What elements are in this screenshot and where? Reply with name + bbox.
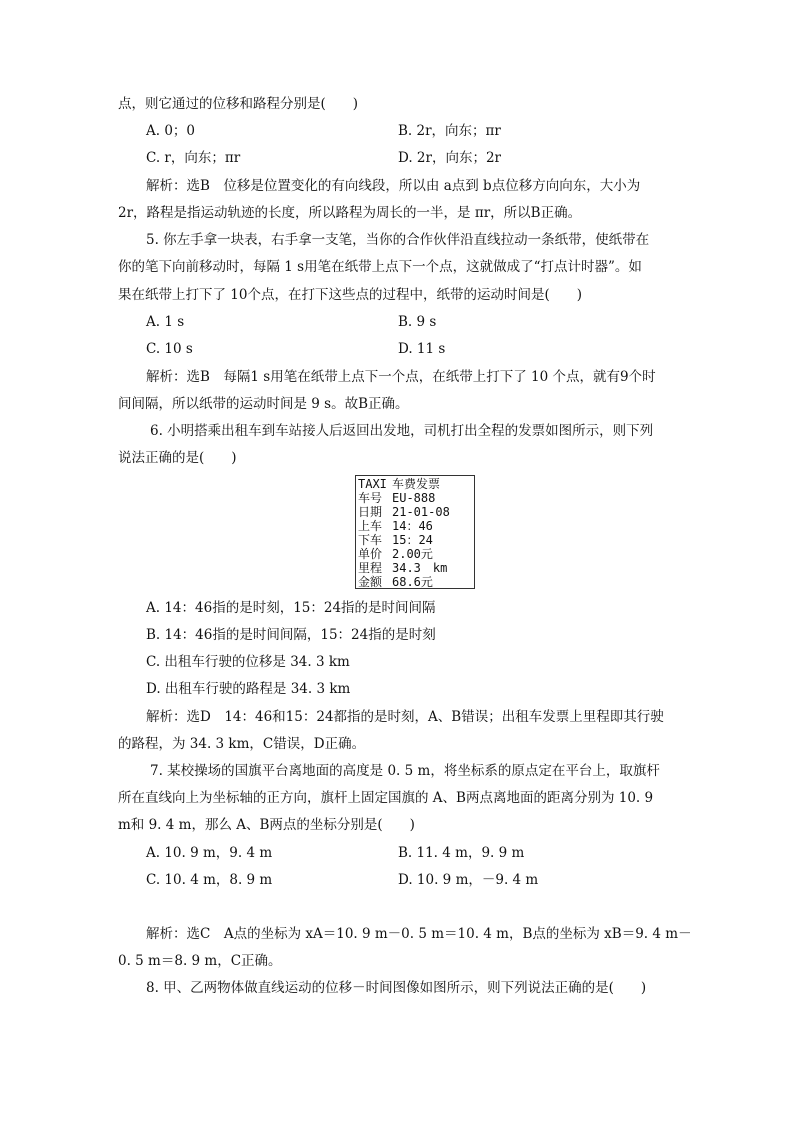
q7-stem-line1: 7. 某校操场的国旗平台离地面的高度是 0. 5 m，将坐标系的原点定在平台上，取旗杆 [150, 763, 660, 779]
invoice-row: TAXI 车费发票 [358, 477, 441, 491]
q6-option-d: D. 出租车行驶的路程是 34. 3 km [146, 681, 351, 697]
q4-option-c: C. r，向东；πr [146, 150, 241, 166]
q7-explanation-line2: 0. 5 m＝8. 9 m，C正确。 [118, 953, 282, 969]
q5-option-a: A. 1 s [146, 314, 185, 330]
q5-explanation-line2: 间间隔，所以纸带的运动时间是 9 s。故B正确。 [118, 396, 409, 412]
q5-stem-line3: 果在纸带上打下了 10个点，在打下这些点的过程中，纸带的运动时间是( ) [118, 287, 583, 303]
q6-stem-line2: 说法正确的是( ) [118, 450, 237, 466]
q7-option-b: B. 11. 4 m，9. 9 m [398, 845, 525, 861]
q6-explanation-line1: 解析：选D 14：46和15：24都指的是时刻，A、B错误；出租车发票上里程即其行驶 [146, 709, 664, 725]
invoice-row: 车号 EU-888 [358, 491, 436, 505]
invoice-row: 金额 68.6元 [358, 575, 433, 589]
q6-option-c: C. 出租车行驶的位移是 34. 3 km [146, 654, 350, 670]
q4-option-b: B. 2r，向东；πr [398, 123, 501, 139]
q7-option-c: C. 10. 4 m，8. 9 m [146, 872, 273, 888]
q7-explanation-line1: 解析：选C A点的坐标为 xA＝10. 9 m－0. 5 m＝10. 4 m，B点的坐标为 xB＝9. 4 m－ [146, 926, 692, 942]
q5-option-d: D. 11 s [398, 341, 446, 357]
q4-option-d: D. 2r，向东；2r [398, 150, 502, 166]
q7-option-d: D. 10. 9 m，－9. 4 m [398, 872, 539, 888]
invoice-row: 下车 15：24 [358, 533, 433, 547]
q4-stem-line: 点，则它通过的位移和路程分别是( ) [118, 96, 359, 112]
q5-option-b: B. 9 s [398, 314, 437, 330]
q5-stem-line1: 5. 你左手拿一块表，右手拿一支笔，当你的合作伙伴沿直线拉动一条纸带，使纸带在 [146, 232, 650, 248]
q6-explanation-line2: 的路程，为 34. 3 km，C错误，D正确。 [118, 736, 366, 752]
invoice-row: 上车 14：46 [358, 519, 433, 533]
q4-explanation-line1: 解析：选B 位移是位置变化的有向线段，所以由 a点到 b点位移方向向东，大小为 [146, 178, 641, 194]
q6-option-a: A. 14：46指的是时刻，15：24指的是时间间隔 [146, 600, 436, 616]
invoice-row: 日期 21-01-08 [358, 505, 450, 519]
invoice-row: 单价 2.00元 [358, 547, 433, 561]
q8-stem-line1: 8. 甲、乙两物体做直线运动的位移－时间图像如图所示，则下列说法正确的是( ) [146, 980, 647, 996]
q4-explanation-line2: 2r，路程是指运动轨迹的长度，所以路程为周长的一半，是 πr，所以B正确。 [118, 205, 582, 221]
q7-stem-line2: 所在直线向上为坐标轴的正方向，旗杆上固定国旗的 A、B两点离地面的距离分别为 10. 9 [118, 790, 654, 806]
q4-option-a: A. 0；0 [146, 123, 196, 139]
invoice-row: 里程 34.3 km [358, 561, 448, 575]
q7-option-a: A. 10. 9 m，9. 4 m [146, 845, 273, 861]
taxi-invoice [355, 475, 475, 589]
q5-option-c: C. 10 s [146, 341, 193, 357]
q5-explanation-line1: 解析：选B 每隔1 s用笔在纸带上点下一个点，在纸带上打下了 10 个点，就有9个时 [146, 369, 656, 385]
q5-stem-line2: 你的笔下向前移动时，每隔 1 s用笔在纸带上点下一个点，这就做成了“打点计时器”。如 [118, 259, 642, 275]
q7-stem-line3: m和 9. 4 m，那么 A、B两点的坐标分别是( ) [118, 817, 415, 833]
q6-stem-line1: 6. 小明搭乘出租车到车站接人后返回出发地，司机打出全程的发票如图所示，则下列 [150, 423, 654, 439]
q6-option-b: B. 14：46指的是时间间隔，15：24指的是时刻 [146, 627, 436, 643]
